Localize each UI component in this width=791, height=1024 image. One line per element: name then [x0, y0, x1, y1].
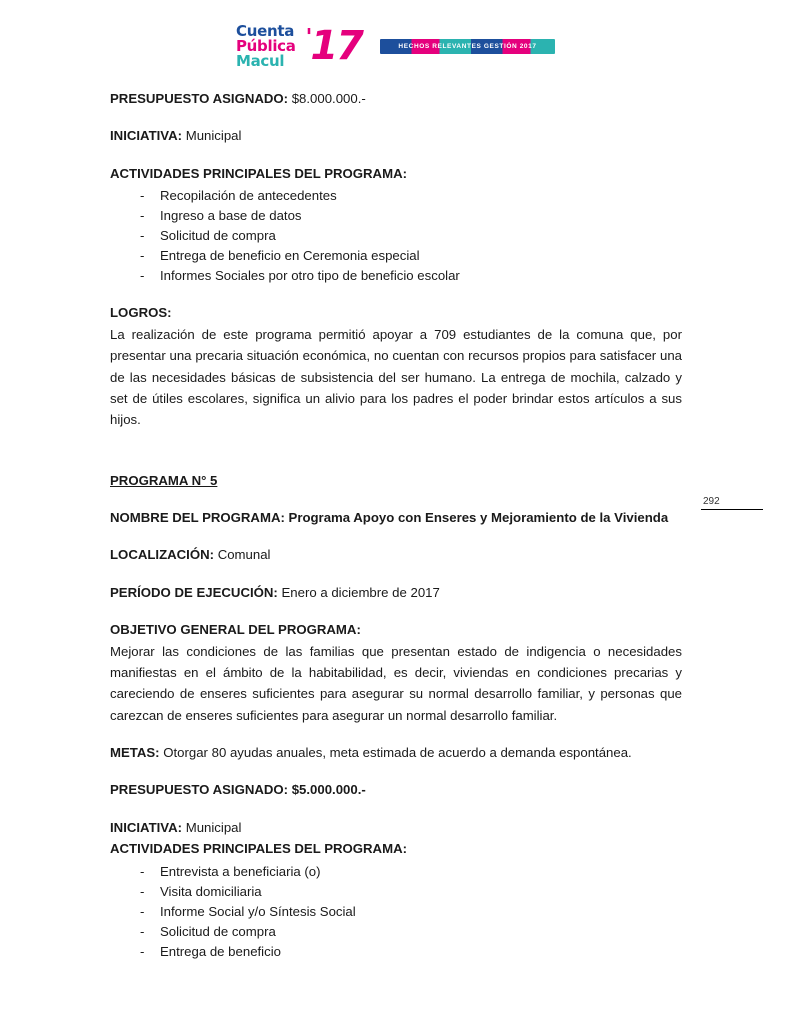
logo-line-macul: Macul — [235, 51, 285, 70]
budget2-label: PRESUPUESTO ASIGNADO: — [110, 782, 289, 798]
period-line — [110, 582, 682, 603]
page-number: 292 — [703, 496, 720, 507]
list-item: - Visita domiciliaria — [110, 882, 682, 902]
list-item: - Solicitud de compra — [110, 922, 682, 942]
budget2-line — [110, 779, 682, 800]
period-value: Enero a diciembre de 2017 — [277, 584, 440, 600]
initiative-label: INICIATIVA: — [110, 128, 183, 144]
spacer — [110, 491, 682, 507]
spacer — [110, 109, 682, 125]
spacer — [110, 431, 682, 461]
budget-label: PRESUPUESTO ASIGNADO: — [110, 91, 289, 106]
program-name-line — [110, 507, 682, 528]
initiative2-value: Municipal — [182, 819, 242, 835]
initiative2-label: INICIATIVA: — [110, 819, 183, 835]
initiative-value: Municipal — [182, 128, 242, 144]
objective-heading: OBJETIVO GENERAL DEL PROGRAMA: — [110, 622, 361, 638]
list-item: - Solicitud de compra — [110, 226, 682, 246]
ribbon-banner — [380, 38, 555, 55]
document-header — [0, 18, 791, 74]
program-title: PROGRAMA N° 5 — [110, 472, 218, 488]
list-item: - Informe Social y/o Síntesis Social — [110, 902, 682, 922]
goals-label: METAS: — [110, 745, 160, 761]
spacer — [110, 461, 682, 470]
logo-line-cuenta: Cuenta — [235, 21, 295, 40]
goals-line — [110, 742, 682, 763]
activities-heading: ACTIVIDADES PRINCIPALES DEL PROGRAMA: — [110, 165, 407, 181]
achievements-text: La realización de este programa permitió apoyar a 709 estudiantes de la comuna que, por presentar una precaria situación económica, no cuentan con recursos propios para satisfacer una de las necesidades básicas de subsistencia del ser humano. La entrega de mochila, calzado y set de útiles escolares, significa un alivio para los padres el poder brindar estos artículos a sus hijos. — [110, 326, 682, 428]
spacer — [110, 286, 682, 302]
activities2-heading: ACTIVIDADES PRINCIPALES DEL PROGRAMA: — [110, 841, 407, 857]
activities-list — [110, 186, 682, 286]
program-name-value: Programa Apoyo con Enseres y Mejoramiento de la Vivienda — [284, 510, 669, 526]
budget2-value: $5.000.000.- — [288, 782, 366, 798]
achievements-heading: LOGROS: — [110, 305, 172, 321]
document-body — [110, 88, 682, 962]
initiative2-line — [110, 817, 682, 838]
list-item: - Recopilación de antecedentes — [110, 186, 682, 206]
spacer — [110, 528, 682, 544]
page-number-rule — [701, 509, 763, 510]
localization-value: Comunal — [214, 547, 271, 563]
initiative-line — [110, 125, 682, 146]
list-item: - Ingreso a base de datos — [110, 206, 682, 226]
list-item: - Informes Sociales por otro tipo de beneficio escolar — [110, 266, 682, 286]
ribbon-bar — [380, 39, 555, 54]
program-name-label: NOMBRE DEL PROGRAMA: — [110, 510, 285, 526]
cuenta-publica-macul-logo — [235, 21, 555, 70]
logo-year — [305, 23, 363, 69]
list-item: - Entrega de beneficio en Ceremonia especial — [110, 246, 682, 266]
objective-text: Mejorar las condiciones de las familias que presentan estado de indigencia o necesidades manifiestas en el ámbito de la habitabilidad, es decir, viviendas en condiciones precarias y careciendo de enseres suficientes para asegurar su normal desarrollo familiar, y personas que carezcan de enseres suficientes para asegurar un normal desarrollo familiar. — [110, 643, 682, 723]
period-label: PERÍODO DE EJECUCIÓN: — [110, 584, 278, 600]
logo-apostrophe: ' — [305, 25, 311, 51]
budget-value: $8.000.000.- — [288, 91, 366, 106]
logo-year-number: 17 — [310, 23, 363, 69]
spacer — [110, 566, 682, 582]
ribbon-label: HECHOS RELEVANTES GESTIÓN 2017 — [398, 42, 537, 50]
list-item: - Entrevista a beneficiaria (o) — [110, 862, 682, 882]
logo-line-publica: Pública — [235, 36, 296, 55]
spacer — [110, 801, 682, 817]
list-item: - Entrega de beneficio — [110, 942, 682, 962]
localization-line — [110, 544, 682, 565]
spacer — [110, 726, 682, 742]
activities2-list — [110, 862, 682, 962]
localization-label: LOCALIZACIÓN: — [110, 547, 215, 563]
spacer — [110, 147, 682, 163]
goals-value: Otorgar 80 ayudas anuales, meta estimada de acuerdo a demanda espontánea. — [159, 745, 632, 761]
budget-line — [110, 88, 682, 109]
spacer — [110, 763, 682, 779]
logo-text — [235, 21, 296, 70]
spacer — [110, 603, 682, 619]
page-number-container — [701, 496, 763, 510]
